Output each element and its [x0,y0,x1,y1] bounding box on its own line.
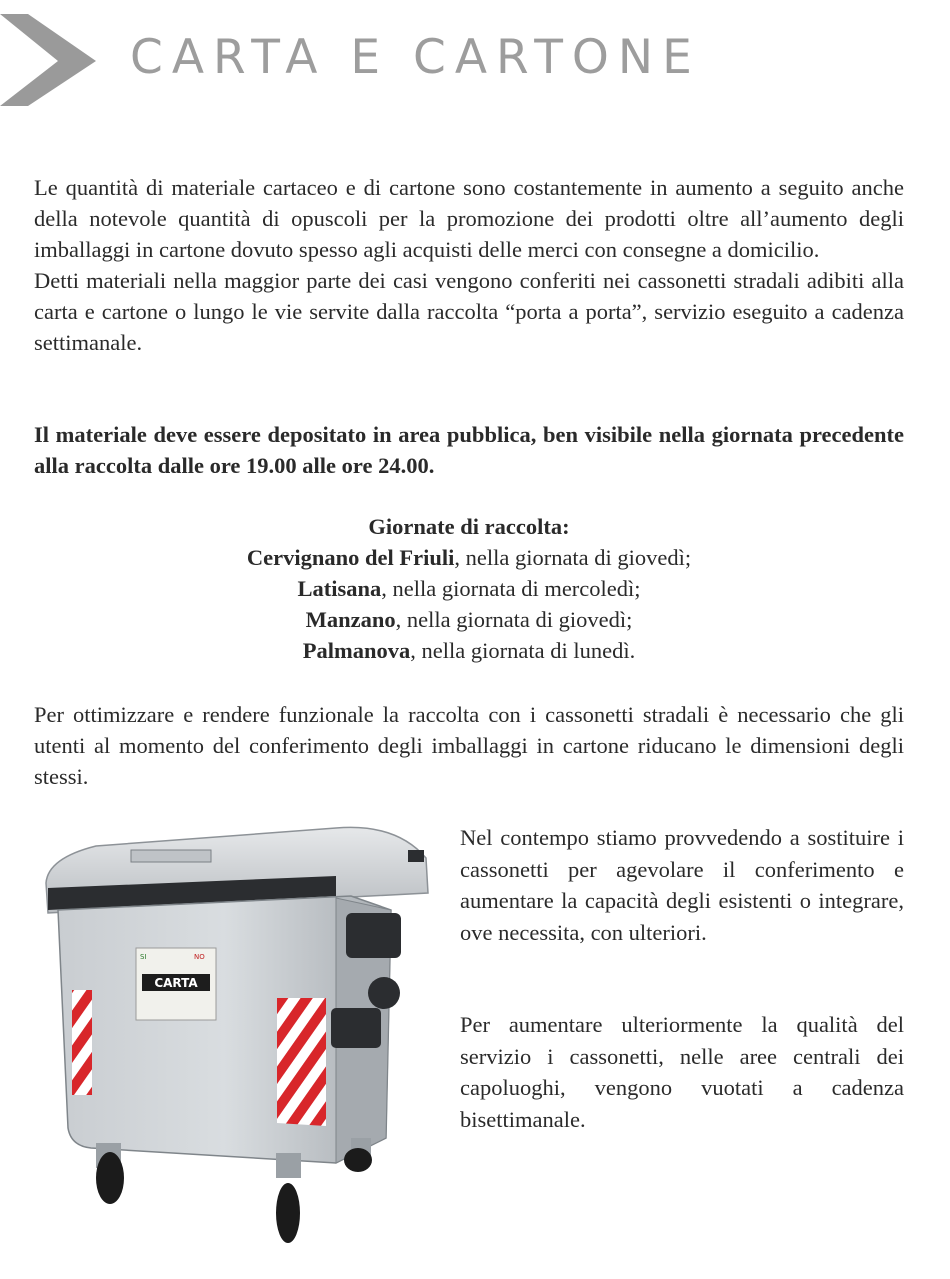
schedule-town: Cervignano del Friuli [246,545,455,570]
schedule-town: Latisana [297,576,382,601]
schedule-day: , nella giornata di lunedì. [410,638,636,663]
schedule-item [34,573,904,604]
schedule-town: Palmanova [302,638,411,663]
optimize-paragraph: Per ottimizzare e rendere funzionale la raccolta con i cassonetti stradali è necessario che gli utenti al momento del conferimento degli imballaggi in cartone riducano le dimensioni degli stessi. [34,702,904,789]
schedule-item [34,604,904,635]
schedule-item [34,542,904,573]
schedule-day: , nella giornata di mercoledì; [381,576,641,601]
page-title: CARTA E CARTONE [130,30,701,85]
intro-paragraph [34,172,904,358]
schedule-heading: Giornate di raccolta: [368,514,570,539]
schedule-day: , nella giornata di giovedì; [454,545,692,570]
schedule-item [34,635,904,666]
intro-text-1: Le quantità di materiale cartaceo e di cartone sono costantemente in aumento a seguito anche della notevole quantità di opuscoli per la promozione dei prodotti oltre all’aumento degli imballaggi in cartone dovuto spesso agli acquisti delle merci con consegne a domicilio. [34,175,904,262]
collection-notice: Il materiale deve essere depositato in area pubblica, ben visibile nella giornata precedente alla raccolta dalle ore 19.00 alle ore 24.00. [34,422,904,478]
schedule-town: Manzano [305,607,396,632]
side-paragraph-2: Per aumentare ulteriormente la qualità del servizio i cassonetti, nelle aree centrali dei capoluoghi, vengono vuotati a cadenza bisettimanale. [460,1012,904,1132]
sticker-yes: SI [140,953,147,961]
intro-text-2: Detti materiali nella maggior parte dei casi vengono conferiti nei cassonetti stradali adibiti alla carta e cartone o lungo le vie servite dalla raccolta “porta a porta”, servizio eseguito a cadenza settimanale. [34,268,904,355]
side-paragraph-1: Nel contempo stiamo provvedendo a sostituire i cassonetti per agevolare il conferimento e aumentare la capacità degli esistenti o integrare, ove necessita, con ulteriori. [460,825,904,945]
collection-schedule [34,511,904,666]
chevron-arrow-icon [0,14,100,109]
schedule-day: , nella giornata di giovedì; [395,607,633,632]
bin-label: CARTA [154,976,198,990]
paper-bin-illustration [36,818,436,1258]
sticker-no: NO [194,953,205,961]
